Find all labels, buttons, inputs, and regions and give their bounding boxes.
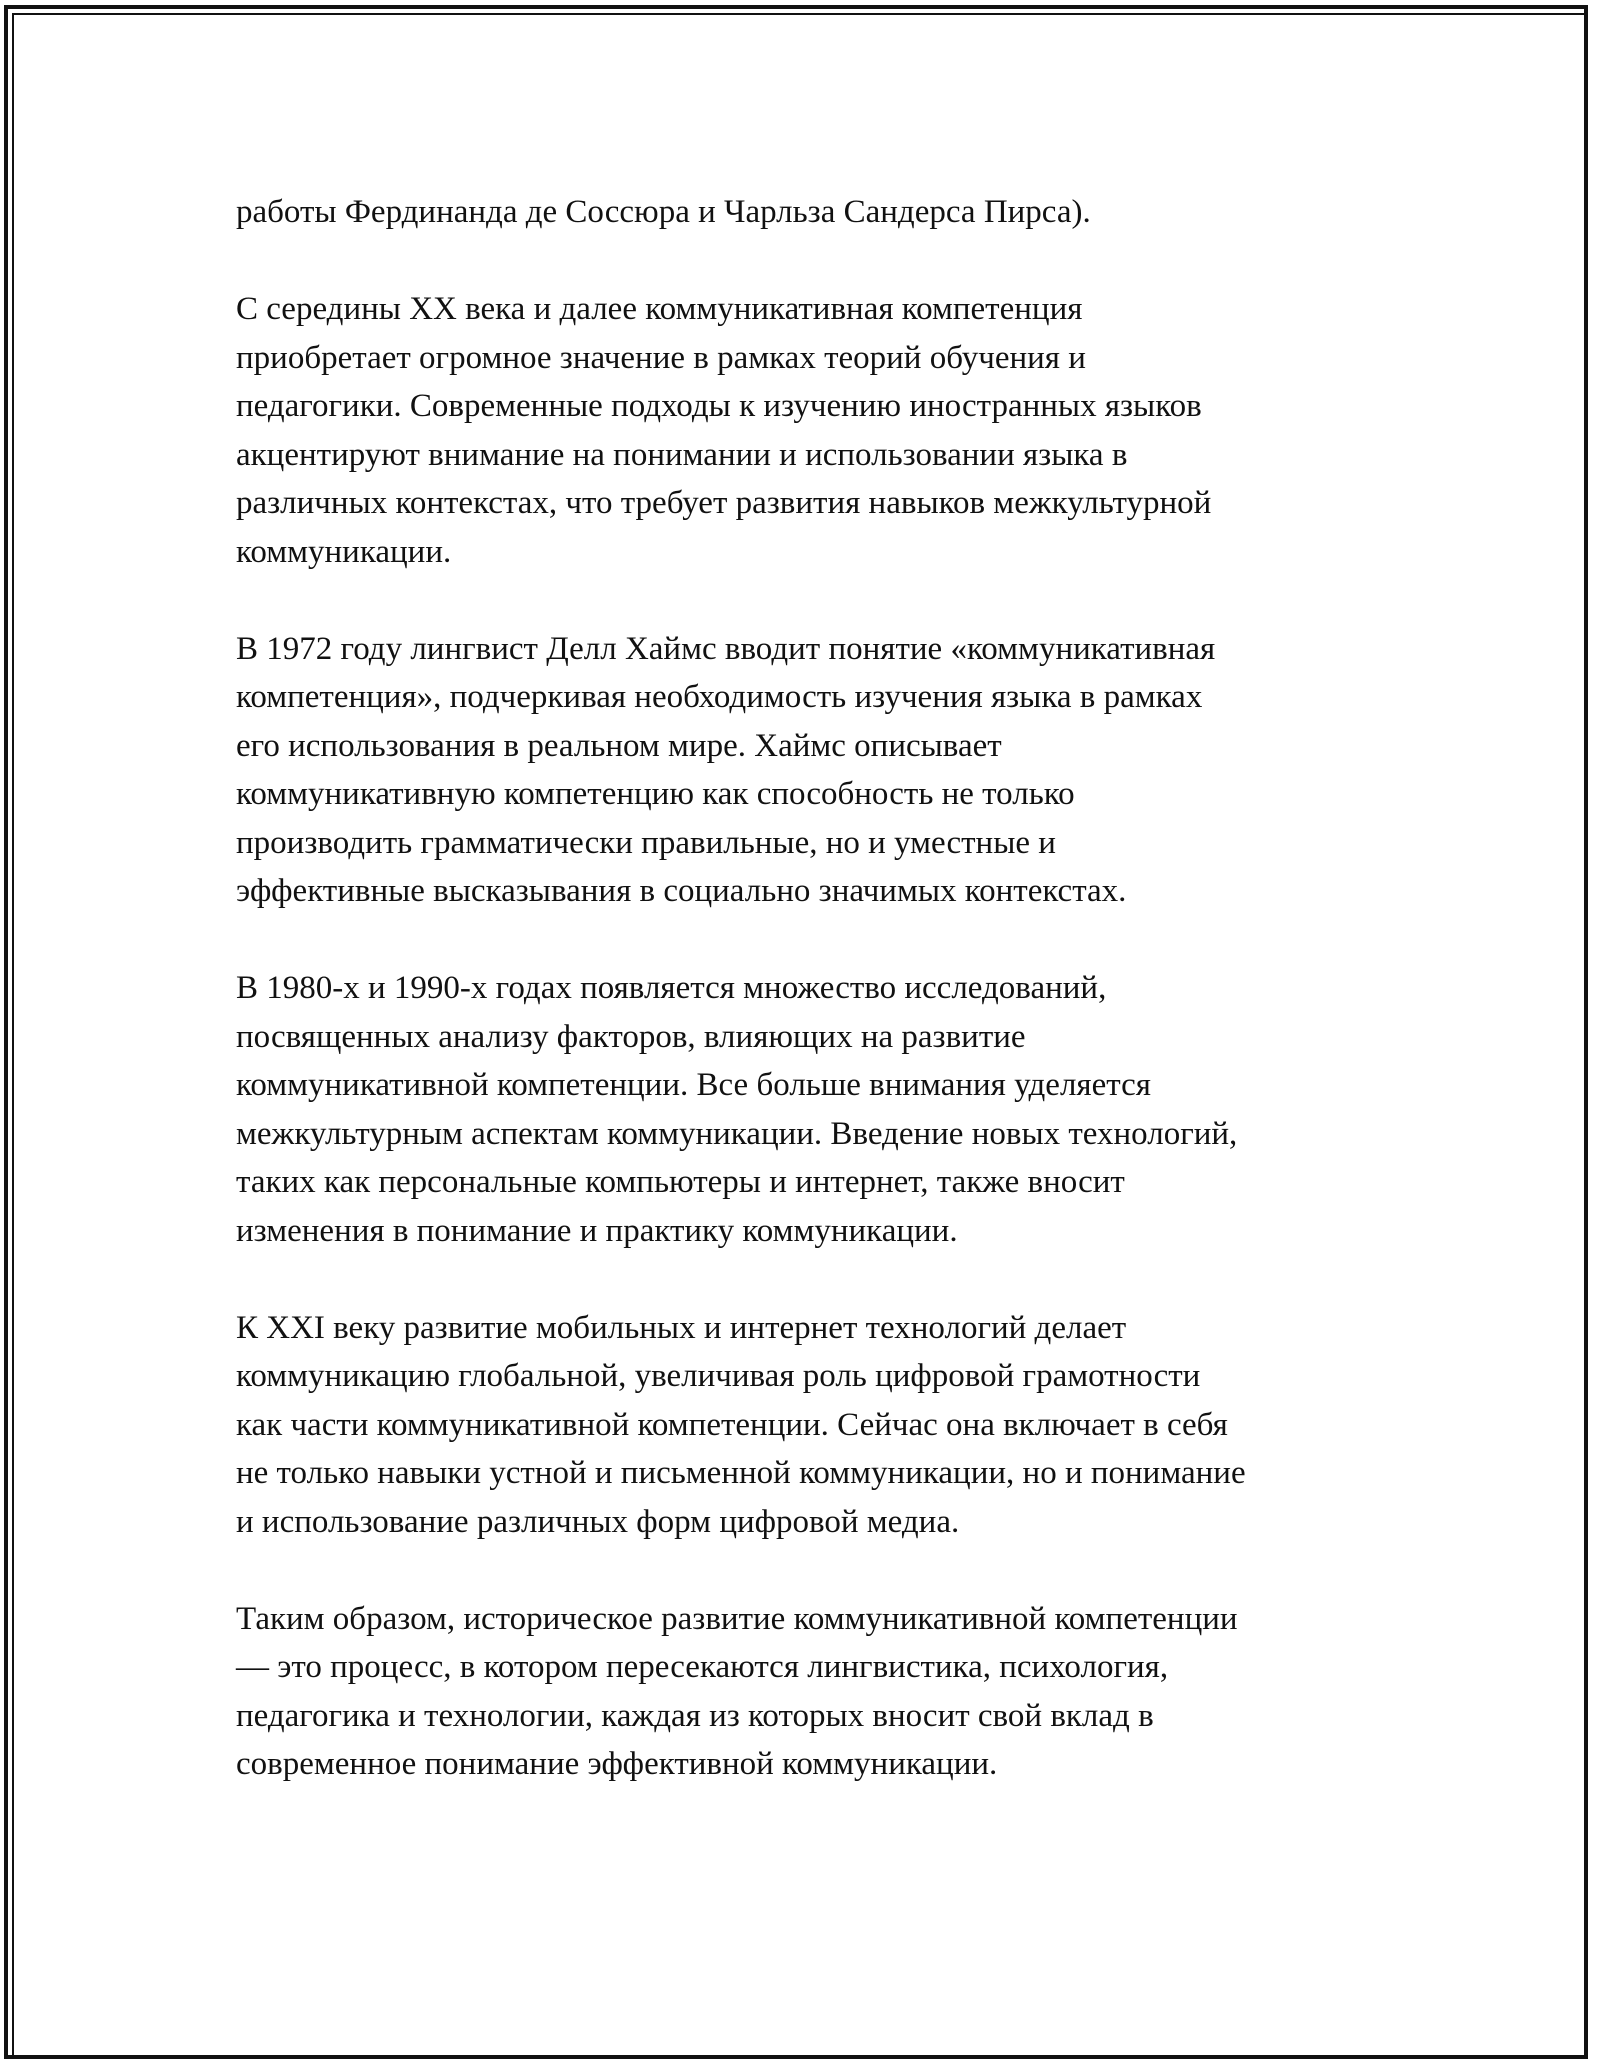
text-line: коммуникацию глобальной, увеличивая роль цифровой грамотности — [236, 1358, 1201, 1394]
text-line: работы Фердинанда де Соссюра и Чарльза Сандерса Пирса). — [236, 194, 1091, 230]
paragraph-5 — [236, 1304, 1366, 1547]
text-line: В 1980-х и 1990-х годах появляется множество исследований, — [236, 970, 1107, 1006]
text-line: С середины XX века и далее коммуникативная компетенция — [236, 291, 1083, 327]
text-line: компетенция», подчеркивая необходимость изучения языка в рамках — [236, 679, 1203, 715]
text-line: производить грамматически правильные, но и уместные и — [236, 824, 1056, 861]
text-line: коммуникативную компетенцию как способность не только — [236, 776, 1075, 812]
text-line: изменения в понимание и практику коммуникации. — [236, 1212, 958, 1249]
paragraph-4 — [236, 964, 1366, 1255]
text-line: педагогика и технологии, каждая из которых вносит свой вклад в — [236, 1697, 1154, 1734]
text-line: современное понимание эффективной коммуникации. — [236, 1746, 998, 1782]
text-line: коммуникативной компетенции. Все больше внимания уделяется — [236, 1067, 1151, 1103]
text-line: как части коммуникативной компетенции. Сейчас она включает в себя — [236, 1406, 1228, 1443]
text-line: эффективные высказывания в социально значимых контекстах. — [236, 873, 1127, 909]
text-line: Таким образом, историческое развитие коммуникативной компетенции — [236, 1600, 1238, 1637]
text-line: акцентируют внимание на понимании и использовании языка в — [236, 436, 1128, 473]
text-line: коммуникации. — [236, 533, 452, 570]
paragraph-6 — [236, 1595, 1366, 1789]
text-line: различных контекстах, что требует развития навыков межкультурной — [236, 485, 1212, 521]
text-line: межкультурным аспектам коммуникации. Введение новых технологий, — [236, 1115, 1238, 1152]
paragraph-3 — [236, 625, 1366, 916]
text-line: посвященных анализу факторов, влияющих на развитие — [236, 1018, 1026, 1055]
document-body — [236, 188, 1366, 1837]
text-line: — это процесс, в котором пересекаются лингвистика, психология, — [236, 1649, 1169, 1685]
text-line: и использование различных форм цифровой медиа. — [236, 1503, 960, 1540]
text-line: К XXI веку развитие мобильных и интернет технологий делает — [236, 1309, 1127, 1346]
paragraph-1 — [236, 188, 1366, 237]
text-line: приобретает огромное значение в рамках теорий обучения и — [236, 339, 1086, 376]
text-line: педагогики. Современные подходы к изучению иностранных языков — [236, 388, 1202, 424]
text-line: таких как персональные компьютеры и интернет, также вносит — [236, 1164, 1125, 1200]
paragraph-2 — [236, 285, 1366, 576]
text-line: его использования в реальном мире. Хаймс описывает — [236, 727, 1002, 764]
text-line: В 1972 году лингвист Делл Хаймс вводит понятие «коммуникативная — [236, 630, 1216, 667]
text-line: не только навыки устной и письменной коммуникации, но и понимание — [236, 1455, 1246, 1491]
